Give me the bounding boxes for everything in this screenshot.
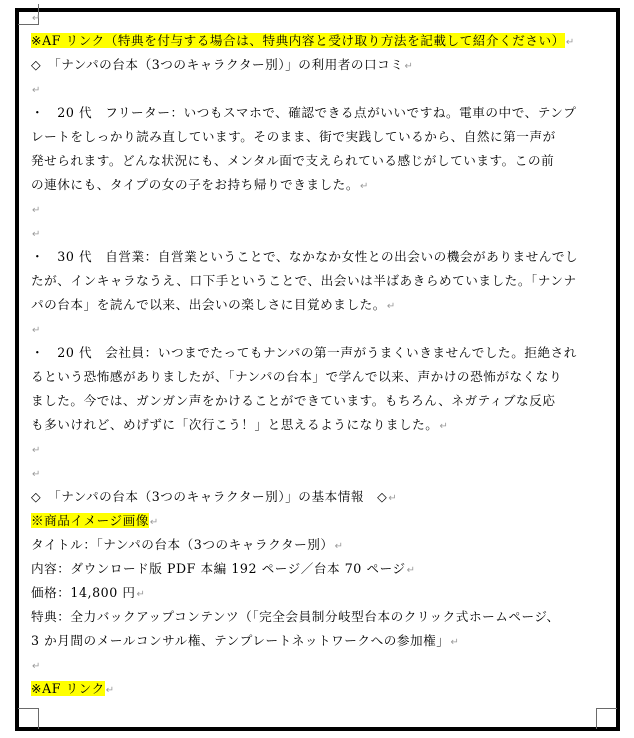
document-line [31,53,606,77]
line-text: ・ 30 代 自営業：自営業ということで、なかなか女性との出会いの機会がありませんでし [31,249,579,264]
document-line [31,221,606,245]
document-line [31,461,606,485]
line-text: るという恐怖感がありましたが、「ナンパの台本」で学んで以来、声かけの恐怖がなくなり [31,369,563,384]
line-text: ・ 20 代 会社員：いつまでたってもナンパの第一声がうまくいきませんでした。拒絶され [31,345,577,360]
line-text: パの台本」を読んで以来、出会いの楽しさに目覚めました。 [31,297,386,312]
line-text: タイトル：「ナンパの台本（3つのキャラクター別） [31,537,334,552]
line-text: ・ 20 代 フリーター：いつもスマホで、確認できる点がいいですね。電車の中で、テンプ [31,105,577,120]
document-line [31,341,606,365]
document-line [31,389,606,413]
line-text: ◇ 「ナンパの台本（3つのキャラクター別）」の利用者の口コミ [31,57,404,72]
document-line [31,485,606,509]
document-line [31,5,606,29]
highlighted-text: ※AF リンク（特典を付与する場合は、特典内容と受け取り方法を記載して紹介ください） [31,33,565,48]
document-line [31,197,606,221]
paragraph-mark-icon: ↵ [32,469,41,480]
document-line [31,677,606,701]
document-line [31,509,606,533]
paragraph-mark-icon: ↵ [32,661,41,672]
document-line [31,317,606,341]
paragraph-mark-icon: ↵ [359,181,369,192]
document-body[interactable] [31,5,606,701]
document-line [31,557,606,581]
paragraph-mark-icon: ↵ [149,517,159,528]
document-line [31,125,606,149]
highlighted-text: ※商品イメージ画像 [31,513,149,528]
line-text: も多いけれど、めげずに「次行こう！」と思えるようになりました。 [31,417,439,432]
document-line [31,149,606,173]
document-line [31,293,606,317]
document-line [31,413,606,437]
document-line [31,605,606,629]
line-text: 3 か月間のメールコンサル権、テンプレートネットワークへの参加権」 [31,633,450,648]
document-line [31,365,606,389]
document-line [31,437,606,461]
line-text: 発せられます。どんな状況にも、メンタル面で支えられている感じがしています。この前 [31,153,555,168]
paragraph-mark-icon: ↵ [136,589,146,600]
paragraph-mark-icon: ↵ [565,37,575,48]
paragraph-mark-icon: ↵ [32,325,41,336]
paragraph-mark-icon: ↵ [334,541,344,552]
paragraph-mark-icon: ↵ [404,61,414,72]
paragraph-mark-icon: ↵ [32,13,41,24]
paragraph-mark-icon: ↵ [388,493,398,504]
line-text: 価格：14,800 円 [31,585,136,600]
line-text: の連休にも、タイプの女の子をお持ち帰りできました。 [31,177,359,192]
document-line [31,581,606,605]
crop-mark-bottom-right [596,708,617,729]
paragraph-mark-icon: ↵ [32,205,41,216]
paragraph-mark-icon: ↵ [386,301,396,312]
paragraph-mark-icon: ↵ [32,229,41,240]
line-text: 内容：ダウンロード版 PDF 本編 192 ページ／台本 70 ページ [31,561,406,576]
paragraph-mark-icon: ↵ [32,445,41,456]
document-line [31,245,606,269]
line-text: レートをしっかり読み直しています。そのまま、街で実践しているから、自然に第一声が [31,129,556,144]
document-line [31,629,606,653]
paragraph-mark-icon: ↵ [406,565,416,576]
document-line [31,77,606,101]
crop-mark-bottom-left [18,708,39,729]
line-text: ました。今では、ガンガン声をかけることができています。もちろん、ネガティブな反応 [31,393,556,408]
paragraph-mark-icon: ↵ [450,637,460,648]
document-line [31,653,606,677]
line-text: たが、インキャラなうえ、口下手ということで、出会いは半ばあきらめていました。「ナンナ [31,273,577,288]
paragraph-mark-icon: ↵ [105,685,115,696]
document-line [31,269,606,293]
highlighted-text: ※AF リンク [31,681,105,696]
document-line [31,101,606,125]
paragraph-mark-icon: ↵ [32,85,41,96]
line-text: ◇ 「ナンパの台本（3つのキャラクター別）」の基本情報 ◇ [31,489,388,504]
document-line [31,533,606,557]
line-text: 特典：全力バックアップコンテンツ（「完全会員制分岐型台本のクリック式ホームページ、 [31,609,560,624]
document-line [31,29,606,53]
paragraph-mark-icon: ↵ [439,421,449,432]
document-line [31,173,606,197]
